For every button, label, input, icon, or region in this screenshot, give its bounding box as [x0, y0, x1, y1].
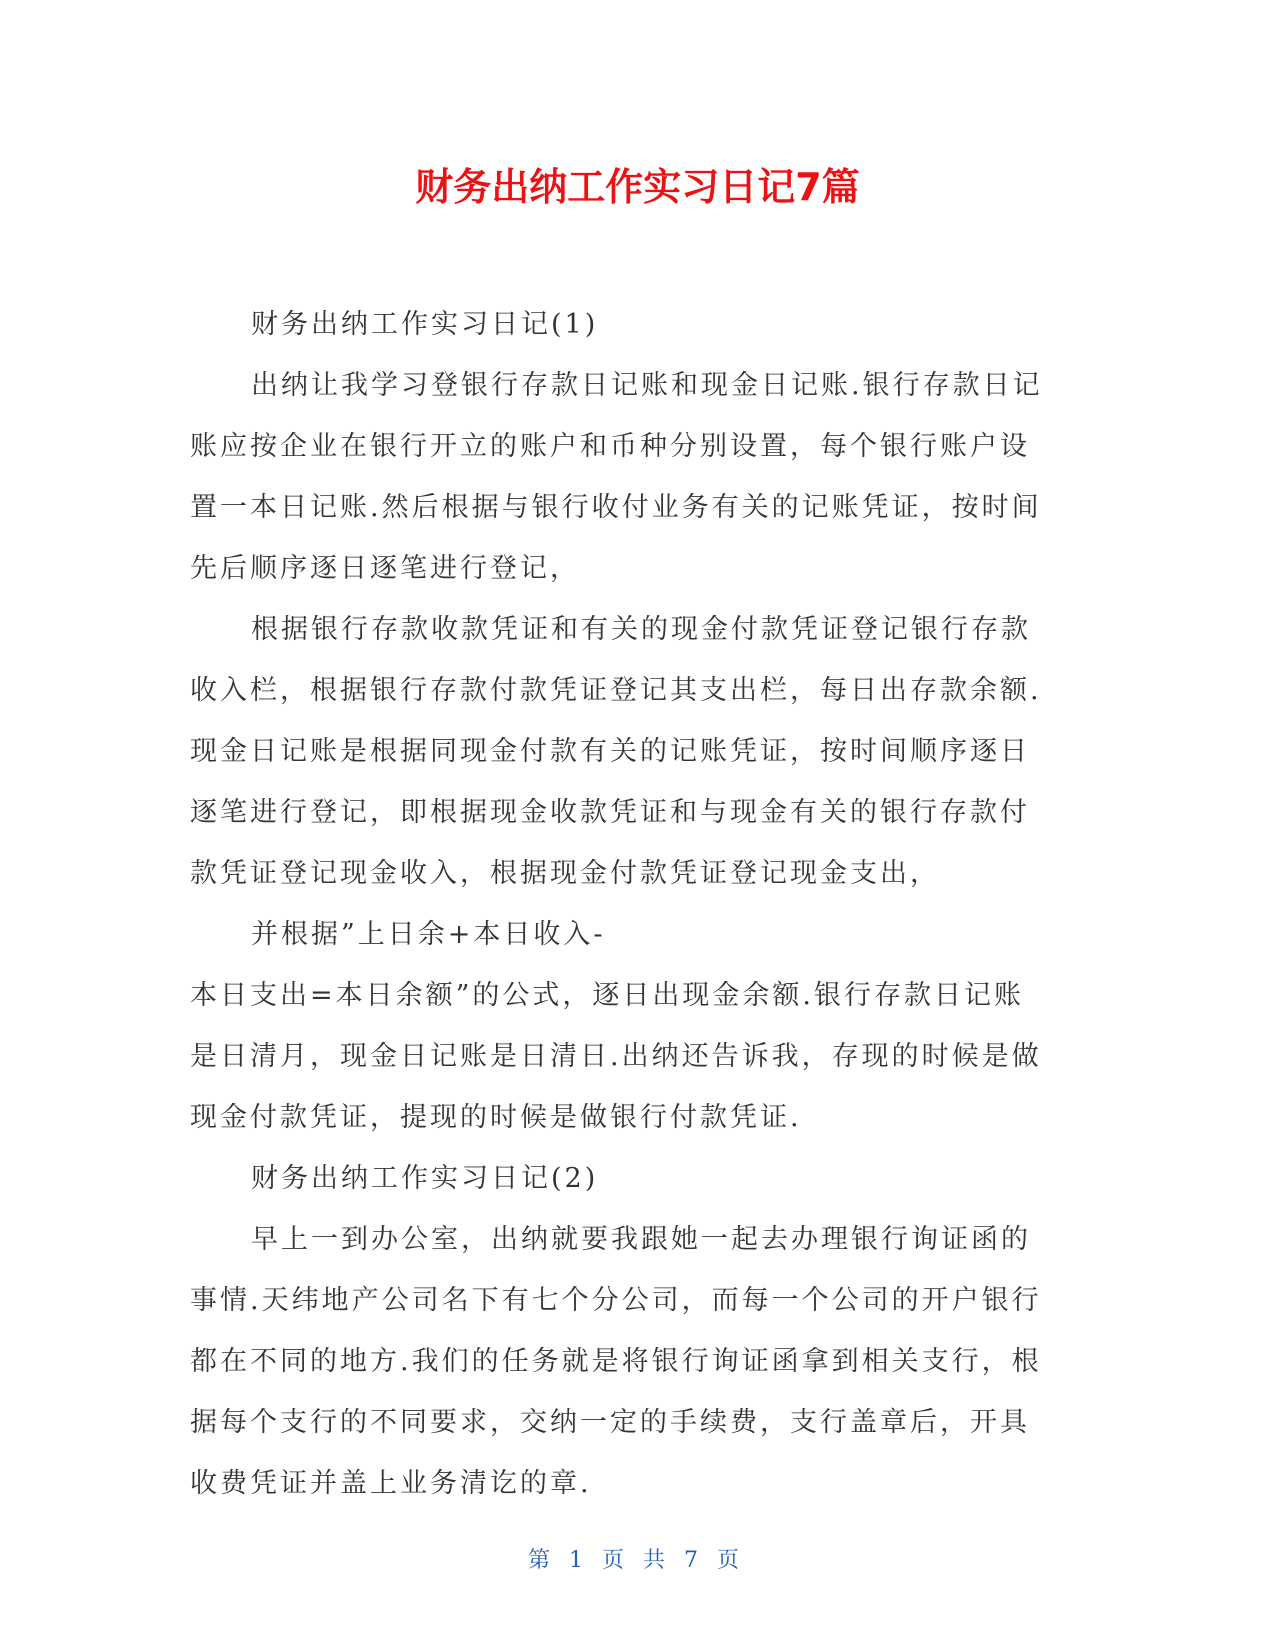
paragraph-line: 都在不同的地方.我们的任务就是将银行询证函拿到相关支行，根 — [190, 1346, 1042, 1377]
footer-total-pages: 7 — [684, 1548, 703, 1573]
paragraph-line: 事情.天纬地产公司名下有七个分公司，而每一个公司的开户银行 — [190, 1285, 1042, 1316]
footer-page-label: 第 — [527, 1548, 554, 1573]
paragraph-line: 早上一到办公室，出纳就要我跟她一起去办理银行询证函的 — [251, 1224, 1031, 1255]
footer-total-label: 共 — [643, 1548, 670, 1573]
paragraph-line: 据每个支行的不同要求，交纳一定的手续费，支行盖章后，开具 — [190, 1407, 1030, 1438]
paragraph-line: 收入栏，根据银行存款付款凭证登记其支出栏，每日出存款余额. — [190, 675, 1042, 706]
paragraph-line: 本日支出=本日余额”的公式，逐日出现金余额.银行存款日记账 — [190, 980, 1025, 1011]
paragraph-line: 账应按企业在银行开立的账户和币种分别设置，每个银行账户设 — [190, 431, 1030, 462]
paragraph-line: 现金付款凭证，提现的时候是做银行付款凭证. — [190, 1102, 802, 1133]
paragraph-line: 款凭证登记现金收入，根据现金付款凭证登记现金支出， — [190, 858, 940, 889]
paragraph-line: 现金日记账是根据同现金付款有关的记账凭证，按时间顺序逐日 — [190, 736, 1030, 767]
paragraph-line: 并根据”上日余+本日收入- — [251, 919, 606, 950]
paragraph-line: 置一本日记账.然后根据与银行收付业务有关的记账凭证，按时间 — [190, 492, 1042, 523]
section-heading-2: 财务出纳工作实习日记(2) — [251, 1163, 599, 1194]
paragraph-line: 收费凭证并盖上业务清讫的章. — [190, 1468, 592, 1499]
footer-page-unit: 页 — [601, 1548, 628, 1573]
footer-current-page: 1 — [568, 1548, 587, 1573]
page-number-footer — [0, 1546, 1275, 1576]
section-heading-1: 财务出纳工作实习日记(1) — [251, 309, 599, 340]
paragraph-line: 逐笔进行登记，即根据现金收款凭证和与现金有关的银行存款付 — [190, 797, 1030, 828]
document-body — [190, 294, 1090, 1514]
paragraph-line: 是日清月，现金日记账是日清日.出纳还告诉我，存现的时候是做 — [190, 1041, 1042, 1072]
document-title: 财务出纳工作实习日记7篇 — [415, 165, 860, 209]
footer-total-unit: 页 — [717, 1548, 744, 1573]
paragraph-line: 出纳让我学习登银行存款日记账和现金日记账.银行存款日记 — [251, 370, 1043, 401]
paragraph-line: 先后顺序逐日逐笔进行登记， — [190, 553, 580, 584]
paragraph-line: 根据银行存款收款凭证和有关的现金付款凭证登记银行存款 — [251, 614, 1031, 645]
